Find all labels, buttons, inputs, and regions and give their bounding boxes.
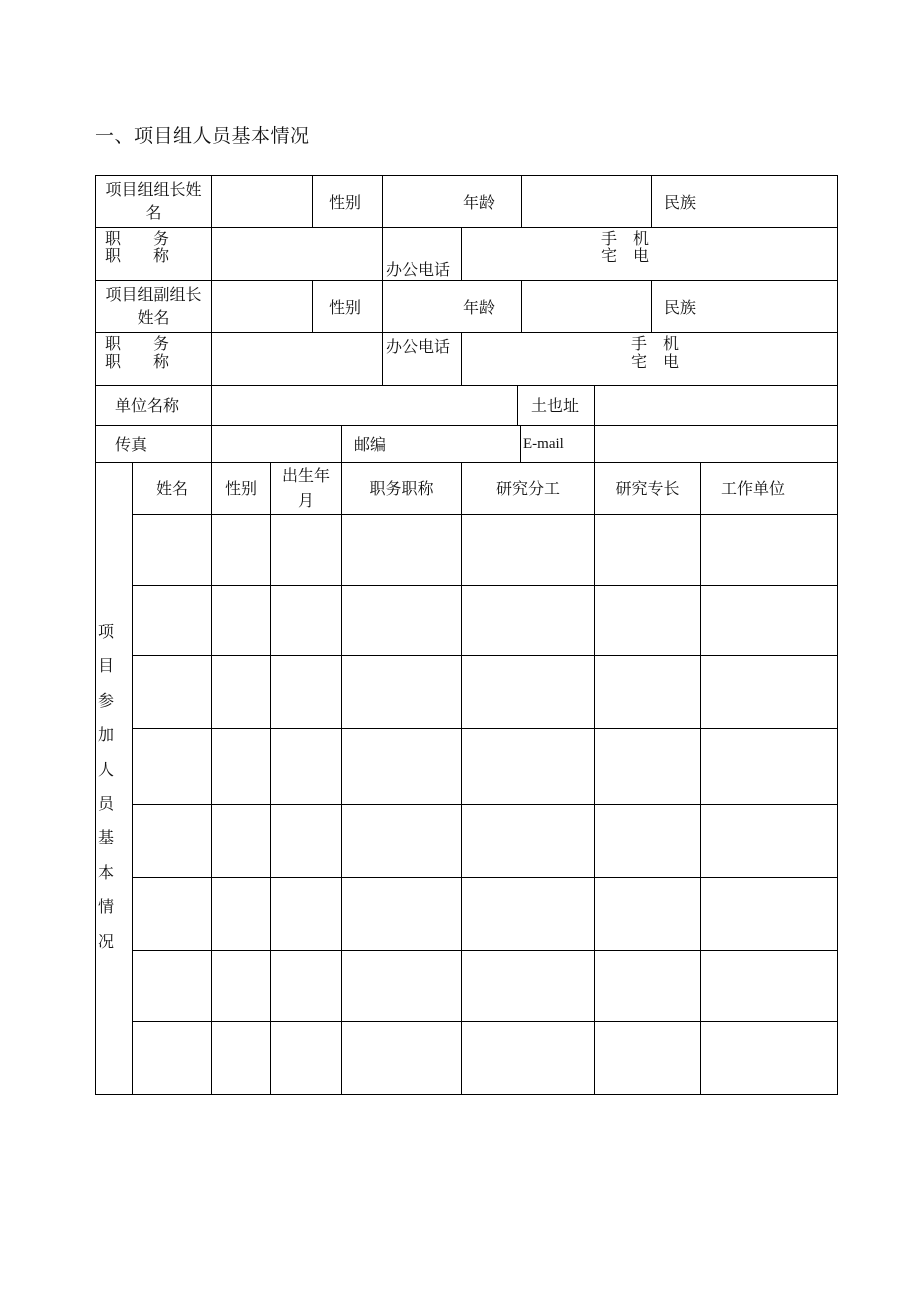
- v-line: [341, 462, 342, 1095]
- header-birth-line2: 月: [297, 491, 314, 510]
- v-line: [837, 175, 838, 1095]
- leader-office-phone-label: 办公电话: [386, 260, 451, 279]
- deputy-office-phone-label: 办公电话: [386, 337, 451, 356]
- header-position-title: 职务职称: [369, 479, 434, 498]
- h-line: [132, 1021, 838, 1022]
- leader-name-label-line2: 名: [145, 203, 162, 222]
- h-line: [132, 877, 838, 878]
- header-research-specialty: 研究专长: [615, 479, 680, 498]
- h-line: [95, 462, 838, 463]
- v-line: [594, 462, 595, 1095]
- v-line: [521, 175, 522, 228]
- deputy-ethnicity-label: 民族: [664, 298, 697, 317]
- v-line: [517, 385, 518, 425]
- v-line: [461, 462, 462, 1095]
- v-line: [651, 280, 652, 333]
- side-label-char: 本: [97, 862, 114, 882]
- side-label-char: 加: [97, 725, 114, 745]
- v-line: [461, 332, 462, 385]
- h-line: [132, 804, 838, 805]
- h-line: [132, 950, 838, 951]
- h-line: [95, 332, 838, 333]
- side-label-char: 情: [97, 897, 114, 917]
- h-line: [95, 227, 838, 228]
- deputy-name-label-line1: 项目组副组长: [105, 285, 202, 304]
- v-line: [461, 227, 462, 280]
- deputy-position-label: 职 务: [105, 334, 170, 353]
- side-label-char: 人: [97, 759, 114, 779]
- h-line: [132, 585, 838, 586]
- header-gender: 性别: [224, 479, 257, 498]
- v-line: [700, 462, 701, 1095]
- leader-title-label: 职 称: [105, 246, 170, 265]
- h-line: [132, 514, 838, 515]
- v-line: [521, 280, 522, 333]
- side-label-char: 参: [97, 690, 114, 710]
- side-label-char: 况: [97, 931, 114, 951]
- h-line: [95, 175, 838, 176]
- side-label-char: 目: [97, 656, 114, 676]
- leader-position-label: 职 务: [105, 229, 170, 248]
- section-title: 一、项目组人员基本情况: [95, 125, 310, 147]
- h-line: [132, 655, 838, 656]
- fax-label: 传真: [115, 435, 148, 454]
- header-name: 姓名: [155, 479, 188, 498]
- h-line: [95, 1094, 838, 1095]
- header-birth-line1: 出生年: [281, 466, 330, 485]
- leader-gender-label: 性别: [329, 193, 362, 212]
- h-line: [95, 385, 838, 386]
- v-line: [312, 175, 313, 228]
- side-label-char: 项: [97, 622, 114, 641]
- header-research-division: 研究分工: [495, 479, 560, 498]
- leader-ethnicity-label: 民族: [664, 193, 697, 212]
- header-work-unit: 工作单位: [720, 479, 785, 498]
- unit-name-label: 单位名称: [115, 396, 180, 415]
- v-line: [341, 425, 342, 462]
- v-line: [312, 280, 313, 333]
- v-line: [651, 175, 652, 228]
- v-line: [211, 175, 212, 463]
- leader-mobile-label: 手 机: [601, 229, 650, 248]
- v-line: [594, 385, 595, 463]
- deputy-gender-label: 性别: [329, 298, 362, 317]
- address-label: 土也址: [531, 396, 580, 415]
- deputy-home-phone-label: 宅 电: [631, 352, 680, 371]
- v-line: [520, 425, 521, 462]
- side-label-char: 基: [97, 828, 114, 848]
- v-line: [382, 175, 383, 386]
- deputy-age-label: 年龄: [463, 298, 496, 317]
- v-line: [211, 462, 212, 1095]
- v-line: [270, 462, 271, 1095]
- side-label-char: 员: [97, 794, 114, 814]
- deputy-name-label-line2: 姓名: [137, 308, 170, 327]
- leader-home-phone-label: 宅 电: [601, 246, 650, 265]
- h-line: [95, 280, 838, 281]
- postcode-label: 邮编: [354, 435, 387, 454]
- leader-age-label: 年龄: [463, 193, 496, 212]
- deputy-title-label: 职 称: [105, 352, 170, 371]
- members-side-label: [96, 615, 116, 959]
- h-line: [95, 425, 838, 426]
- v-line: [132, 462, 133, 1095]
- deputy-mobile-label: 手 机: [631, 334, 680, 353]
- h-line: [132, 728, 838, 729]
- email-label: E-mail: [523, 436, 564, 452]
- leader-name-label-line1: 项目组组长姓: [105, 180, 202, 199]
